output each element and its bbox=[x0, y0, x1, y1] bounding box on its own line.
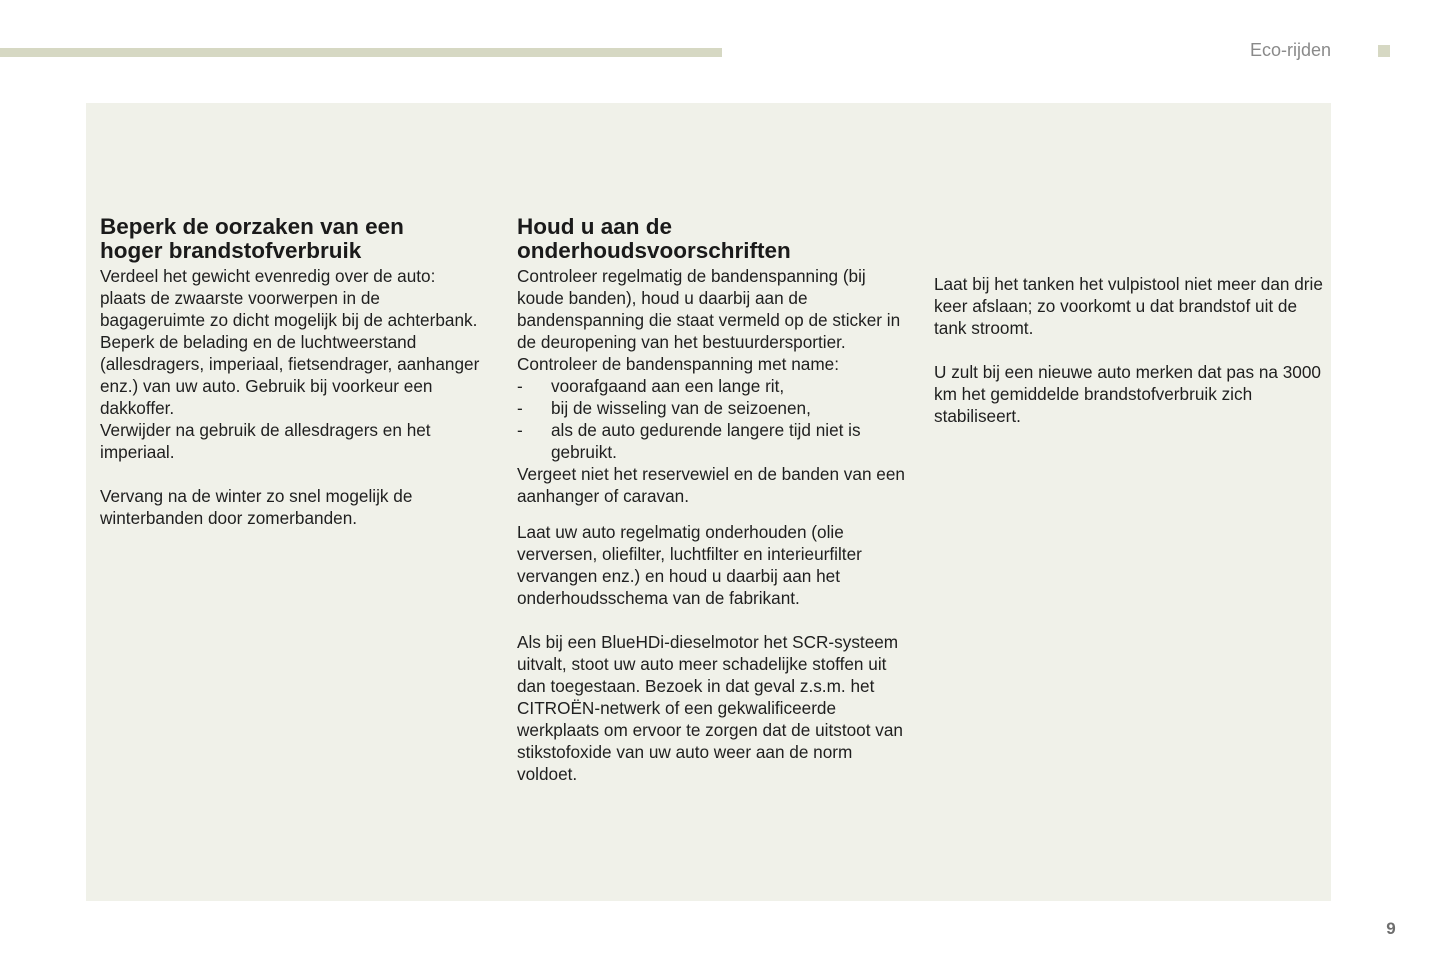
paragraph: Vervang na de winter zo snel mogelijk de winterbanden door zomerbanden. bbox=[100, 486, 413, 528]
list-item-text: bij de wisseling van de seizoenen, bbox=[551, 398, 811, 418]
paragraph: U zult bij een nieuwe auto merken dat pas na 3000 km het gemiddelde brandstofverbruik zich stabiliseert. bbox=[934, 362, 1321, 426]
paragraph: Laat uw auto regelmatig onderhouden (olie verversen, oliefilter, luchtfilter en interieurfilter vervangen enz.) en houd u daarbij aan het onderhoudsschema van de fabrikant. bbox=[517, 522, 862, 608]
list-item bbox=[517, 397, 912, 419]
paragraph: Verwijder na gebruik de allesdragers en het imperiaal. bbox=[100, 420, 431, 462]
header-rule bbox=[0, 48, 722, 57]
heading-line: Beperk de oorzaken van een bbox=[100, 214, 404, 239]
bullet-dash: - bbox=[517, 376, 523, 396]
heading-maintenance bbox=[517, 215, 912, 263]
section-marker-square bbox=[1378, 45, 1390, 57]
paragraph: Controleer regelmatig de bandenspanning (bij koude banden), houd u daarbij aan de bandenspanning die staat vermeld op de sticker in de deuropening van het bestuurdersportier. bbox=[517, 266, 901, 352]
paragraph: Verdeel het gewicht evenredig over de auto: plaats de zwaarste voorwerpen in de bagageruimte zo dicht mogelijk bij de achterbank. bbox=[100, 266, 478, 330]
list-item-text: voorafgaand aan een lange rit, bbox=[551, 376, 785, 396]
heading-line: onderhoudsvoorschriften bbox=[517, 238, 791, 263]
heading-line: Houd u aan de bbox=[517, 214, 673, 239]
list-item bbox=[517, 375, 912, 397]
paragraph: Als bij een BlueHDi-dieselmotor het SCR-systeem uitvalt, stoot uw auto meer schadelijke stoffen uit dan toegestaan. Bezoek in dat geval z.s.m. het CITROËN-netwerk of een gekwalificeerde werkplaats om ervoor te zorgen dat de uitstoot van stikstofoxide van uw auto weer aan de norm voldoet. bbox=[517, 632, 903, 784]
column-refueling bbox=[934, 273, 1329, 427]
list-item bbox=[517, 419, 912, 463]
heading-line: hoger brandstofverbruik bbox=[100, 238, 362, 263]
paragraph: Controleer de bandenspanning met name: bbox=[517, 354, 840, 374]
bullet-dash: - bbox=[517, 398, 523, 418]
column-fuel-consumption bbox=[100, 215, 480, 529]
paragraph: Beperk de belading en de luchtweerstand (allesdragers, imperiaal, fietsendrager, aanhanger enz.) van uw auto. Gebruik bij voorkeur een dakkoffer. bbox=[100, 332, 480, 418]
bullet-dash: - bbox=[517, 420, 523, 440]
paragraph: Laat bij het tanken het vulpistool niet meer dan drie keer afslaan; zo voorkomt u dat brandstof uit de tank stroomt. bbox=[934, 274, 1323, 338]
list-item-text: als de auto gedurende langere tijd niet is gebruikt. bbox=[551, 420, 861, 462]
heading-fuel-consumption bbox=[100, 215, 480, 263]
column-maintenance bbox=[517, 215, 912, 785]
page-number: 9 bbox=[1386, 919, 1396, 938]
section-title: Eco-rijden bbox=[1249, 40, 1331, 60]
paragraph: Vergeet niet het reservewiel en de banden van een aanhanger of caravan. bbox=[517, 464, 905, 506]
